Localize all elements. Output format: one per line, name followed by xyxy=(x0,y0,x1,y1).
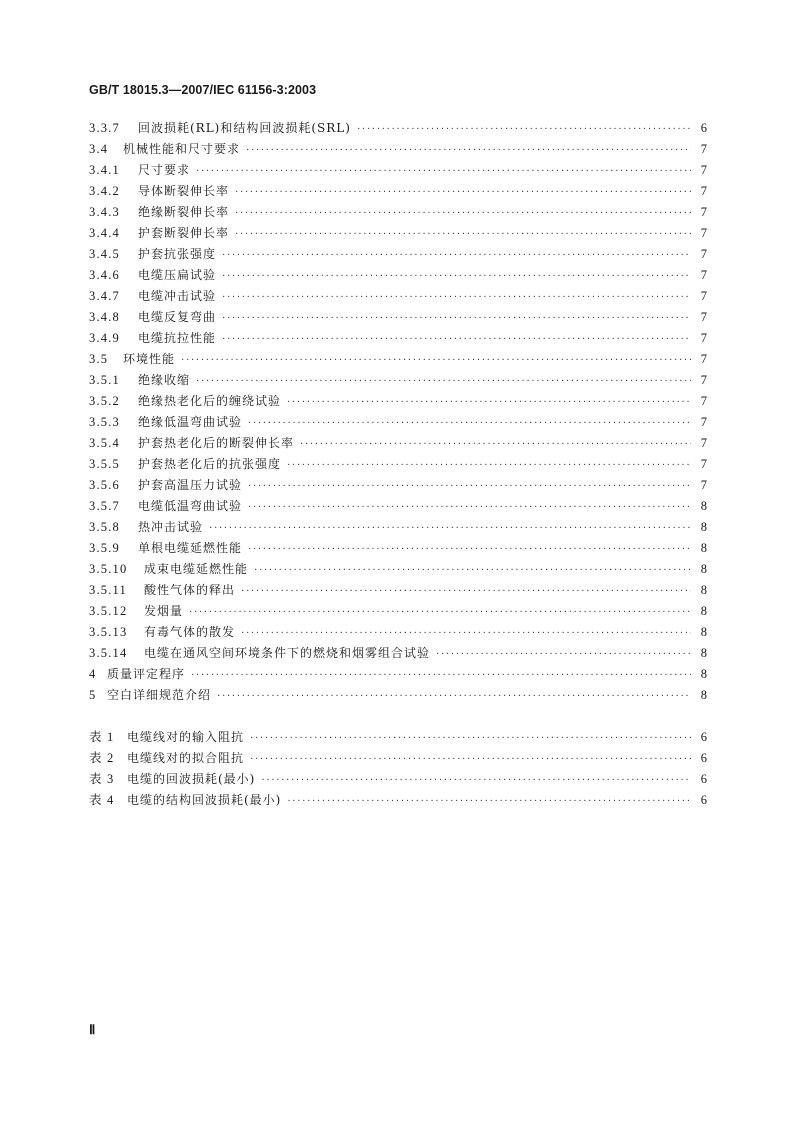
entry-title: 导体断裂伸长率 xyxy=(138,184,230,198)
dot-leader xyxy=(222,308,691,329)
entry-page-number: 6 xyxy=(700,121,707,135)
entry-title: 单根电缆延燃性能 xyxy=(138,541,243,555)
dot-leader xyxy=(222,287,691,308)
entry-page-number: 7 xyxy=(700,310,707,324)
toc-entry[interactable] xyxy=(89,538,707,559)
entry-number: 3.4.3 xyxy=(89,205,120,219)
entry-number: 表 2 xyxy=(89,751,115,765)
dot-leader xyxy=(189,602,691,623)
entry-number: 3.5.11 xyxy=(89,583,127,597)
toc-entry[interactable] xyxy=(89,139,707,160)
entry-title: 发烟量 xyxy=(144,604,184,618)
toc-entry[interactable] xyxy=(89,769,707,790)
entry-title: 有毒气体的散发 xyxy=(144,625,236,639)
toc-entry[interactable] xyxy=(89,727,707,748)
dot-leader xyxy=(222,329,691,350)
entry-number: 3.5.8 xyxy=(89,520,120,534)
table-of-contents xyxy=(89,118,707,706)
toc-entry[interactable] xyxy=(89,559,707,580)
toc-entry[interactable] xyxy=(89,370,707,391)
entry-title: 护套断裂伸长率 xyxy=(138,226,230,240)
entry-page-number: 7 xyxy=(700,289,707,303)
dot-leader xyxy=(191,665,691,686)
entry-page-number: 8 xyxy=(700,604,707,618)
entry-number: 3.4 xyxy=(89,142,109,156)
dot-leader xyxy=(287,392,691,413)
entry-page-number: 6 xyxy=(700,793,707,807)
entry-title: 电缆反复弯曲 xyxy=(138,310,217,324)
entry-page-number: 7 xyxy=(700,478,707,492)
toc-entry[interactable] xyxy=(89,328,707,349)
entry-title: 绝缘热老化后的缠绕试验 xyxy=(138,394,282,408)
entry-page-number: 8 xyxy=(700,667,707,681)
dot-leader xyxy=(235,203,691,224)
dot-leader xyxy=(246,140,691,161)
dot-leader xyxy=(196,161,691,182)
entry-page-number: 6 xyxy=(700,730,707,744)
toc-entry[interactable] xyxy=(89,118,707,139)
toc-entry[interactable] xyxy=(89,160,707,181)
entry-number: 3.5.12 xyxy=(89,604,128,618)
entry-title: 电缆在通风空间环境条件下的燃烧和烟雾组合试验 xyxy=(144,646,431,660)
entry-title: 环境性能 xyxy=(123,352,176,366)
entry-title: 热冲击试验 xyxy=(138,520,204,534)
entry-title: 护套热老化后的抗张强度 xyxy=(138,457,282,471)
entry-number: 3.4.4 xyxy=(89,226,120,240)
entry-page-number: 7 xyxy=(700,436,707,450)
toc-entry[interactable] xyxy=(89,643,707,664)
entry-number: 3.5.5 xyxy=(89,457,120,471)
entry-number: 3.5.7 xyxy=(89,499,120,513)
entry-page-number: 8 xyxy=(700,541,707,555)
entry-title: 护套高温压力试验 xyxy=(138,478,243,492)
entry-title: 绝缘收缩 xyxy=(138,373,191,387)
entry-page-number: 7 xyxy=(700,226,707,240)
entry-number: 3.5.9 xyxy=(89,541,120,555)
entry-title: 酸性气体的释出 xyxy=(144,583,236,597)
entry-title: 电缆的回波损耗(最小) xyxy=(127,772,256,786)
entry-number: 3.5.10 xyxy=(89,562,128,576)
entry-title: 空白详细规范介绍 xyxy=(107,688,212,702)
dot-leader xyxy=(235,182,691,203)
toc-entry[interactable] xyxy=(89,685,707,706)
entry-title: 护套热老化后的断裂伸长率 xyxy=(138,436,295,450)
dot-leader xyxy=(235,224,691,245)
toc-entry[interactable] xyxy=(89,307,707,328)
dot-leader xyxy=(209,518,691,539)
toc-entry[interactable] xyxy=(89,664,707,685)
entry-page-number: 6 xyxy=(700,751,707,765)
dot-leader xyxy=(254,560,691,581)
entry-number: 表 4 xyxy=(89,793,115,807)
entry-number: 3.3.7 xyxy=(89,121,120,135)
entry-page-number: 8 xyxy=(700,583,707,597)
entry-page-number: 7 xyxy=(700,163,707,177)
entry-page-number: 7 xyxy=(700,331,707,345)
toc-entry[interactable] xyxy=(89,475,707,496)
dot-leader xyxy=(248,476,691,497)
entry-page-number: 7 xyxy=(700,352,707,366)
entry-page-number: 7 xyxy=(700,457,707,471)
entry-number: 3.5.3 xyxy=(89,415,120,429)
entry-number: 4 xyxy=(89,667,97,681)
entry-title: 电缆压扁试验 xyxy=(138,268,217,282)
dot-leader xyxy=(287,791,691,812)
toc-entry[interactable] xyxy=(89,517,707,538)
dot-leader xyxy=(248,539,691,560)
toc-entry[interactable] xyxy=(89,412,707,433)
entry-title: 绝缘断裂伸长率 xyxy=(138,205,230,219)
dot-leader xyxy=(357,119,691,140)
toc-entry[interactable] xyxy=(89,181,707,202)
entry-page-number: 8 xyxy=(700,625,707,639)
entry-number: 3.4.2 xyxy=(89,184,120,198)
toc-entry[interactable] xyxy=(89,454,707,475)
toc-entry[interactable] xyxy=(89,223,707,244)
entry-page-number: 7 xyxy=(700,373,707,387)
entry-page-number: 7 xyxy=(700,415,707,429)
entry-page-number: 8 xyxy=(700,646,707,660)
entry-title: 电缆线对的输入阻抗 xyxy=(127,730,245,744)
entry-page-number: 6 xyxy=(700,772,707,786)
dot-leader xyxy=(181,350,691,371)
entry-number: 3.5 xyxy=(89,352,109,366)
entry-number: 3.4.7 xyxy=(89,289,120,303)
document-header: GB/T 18015.3—2007/IEC 61156-3:2003 xyxy=(89,83,317,97)
entry-page-number: 7 xyxy=(700,394,707,408)
toc-entry[interactable] xyxy=(89,286,707,307)
entry-number: 表 3 xyxy=(89,772,115,786)
toc-entry[interactable] xyxy=(89,244,707,265)
entry-title: 电缆线对的拟合阻抗 xyxy=(127,751,245,765)
toc-entry[interactable] xyxy=(89,748,707,769)
entry-page-number: 7 xyxy=(700,184,707,198)
toc-entry[interactable] xyxy=(89,349,707,370)
toc-entry[interactable] xyxy=(89,601,707,622)
entry-title: 电缆抗拉性能 xyxy=(138,331,217,345)
entry-page-number: 8 xyxy=(700,688,707,702)
toc-entry[interactable] xyxy=(89,202,707,223)
entry-number: 3.5.14 xyxy=(89,646,128,660)
dot-leader xyxy=(241,581,691,602)
toc-entry[interactable] xyxy=(89,580,707,601)
page-number: Ⅱ xyxy=(89,1022,96,1037)
dot-leader xyxy=(222,266,691,287)
entry-title: 尺寸要求 xyxy=(138,163,191,177)
entry-page-number: 7 xyxy=(700,142,707,156)
entry-title: 电缆低温弯曲试验 xyxy=(138,499,243,513)
entry-page-number: 8 xyxy=(700,562,707,576)
entry-page-number: 7 xyxy=(700,205,707,219)
entry-title: 电缆冲击试验 xyxy=(138,289,217,303)
entry-page-number: 8 xyxy=(700,499,707,513)
entry-title: 回波损耗(RL)和结构回波损耗(SRL) xyxy=(138,121,351,135)
entry-number: 3.5.2 xyxy=(89,394,120,408)
entry-number: 3.5.1 xyxy=(89,373,120,387)
entry-number: 5 xyxy=(89,688,97,702)
entry-number: 3.5.6 xyxy=(89,478,120,492)
entry-title: 电缆的结构回波损耗(最小) xyxy=(127,793,282,807)
dot-leader xyxy=(250,749,691,770)
toc-entry[interactable] xyxy=(89,265,707,286)
entry-number: 3.4.9 xyxy=(89,331,120,345)
entry-title: 护套抗张强度 xyxy=(138,247,217,261)
toc-entry[interactable] xyxy=(89,433,707,454)
dot-leader xyxy=(241,623,691,644)
dot-leader xyxy=(436,644,691,665)
entry-title: 机械性能和尺寸要求 xyxy=(123,142,241,156)
entry-page-number: 7 xyxy=(700,247,707,261)
entry-page-number: 8 xyxy=(700,520,707,534)
entry-page-number: 7 xyxy=(700,268,707,282)
dot-leader xyxy=(248,413,691,434)
dot-leader xyxy=(250,728,691,749)
dot-leader xyxy=(217,686,691,707)
dot-leader xyxy=(300,434,691,455)
toc-entry[interactable] xyxy=(89,790,707,811)
entry-number: 3.4.5 xyxy=(89,247,120,261)
entry-title: 质量评定程序 xyxy=(107,667,186,681)
toc-entry[interactable] xyxy=(89,622,707,643)
toc-entry[interactable] xyxy=(89,496,707,517)
entry-number: 表 1 xyxy=(89,730,115,744)
list-of-tables xyxy=(89,727,707,811)
dot-leader xyxy=(261,770,691,791)
entry-number: 3.5.4 xyxy=(89,436,120,450)
entry-number: 3.5.13 xyxy=(89,625,128,639)
entry-title: 绝缘低温弯曲试验 xyxy=(138,415,243,429)
entry-number: 3.4.8 xyxy=(89,310,120,324)
toc-entry[interactable] xyxy=(89,391,707,412)
dot-leader xyxy=(222,245,691,266)
entry-number: 3.4.6 xyxy=(89,268,120,282)
entry-title: 成束电缆延燃性能 xyxy=(144,562,249,576)
dot-leader xyxy=(196,371,691,392)
entry-number: 3.4.1 xyxy=(89,163,120,177)
dot-leader xyxy=(287,455,691,476)
dot-leader xyxy=(248,497,691,518)
